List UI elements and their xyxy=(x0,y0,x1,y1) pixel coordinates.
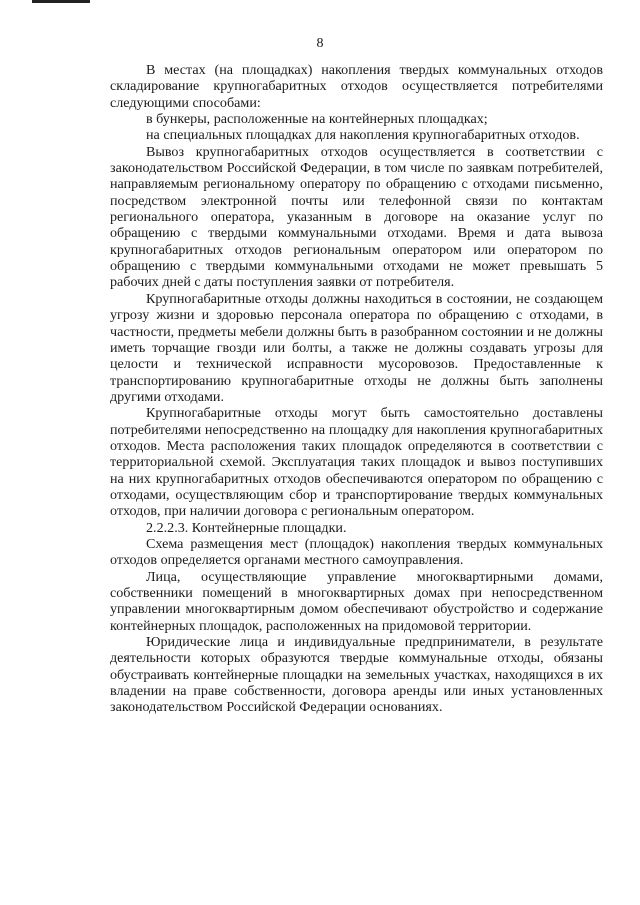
section-heading: 2.2.2.3. Контейнерные площадки. xyxy=(146,519,347,536)
paragraph: Юридические лица и индивидуальные предприниматели, в результате деятельности которых образуются твердые коммунальные отходы, обязаны обустраивать контейнерные площадки на земельных участках, находящихся в их владении на праве собственности, договора аренды или иных установленных законодательством Российской Федерации основаниях. xyxy=(110,634,603,716)
page-number: 8 xyxy=(316,36,324,51)
scan-edge-mark xyxy=(32,0,90,3)
paragraph: Крупногабаритные отходы должны находиться в состоянии, не создающем угрозу жизни и здоровью персонала оператора по обращению с отходами, в частности, предметы мебели должны быть в разобранном состоянии и не должны иметь торчащие гвозди или болты, а также не должны создавать угрозы для целости и технической исправности мусоровозов. Предоставленные к транспортированию крупногабаритные отходы не должны быть заполнены другими отходами. xyxy=(110,290,603,405)
paragraph: В местах (на площадках) накопления твердых коммунальных отходов складирование крупногабаритных отходов осуществляется потребителями следующими способами: xyxy=(110,62,603,111)
paragraph: на специальных площадках для накопления крупногабаритных отходов. xyxy=(146,127,580,144)
paragraph: Крупногабаритные отходы могут быть самостоятельно доставлены потребителями непосредственно на площадку для накопления крупногабаритных отходов. Места расположения таких площадок определяются в соответствии с территориальной схемой. Эксплуатация таких площадок и вывоз поступивших на них крупногабаритных отходов обеспечиваются оператором по обращению с отходами, осуществляющим сбор и транспортирование твердых коммунальных отходов, при наличии договора с региональным оператором. xyxy=(110,405,603,520)
paragraph: Лица, осуществляющие управление многоквартирными домами, собственники помещений в многоквартирных домах при непосредственном управлении многоквартирным домом обеспечивают обустройство и содержание контейнерных площадок, расположенных на придомовой территории. xyxy=(110,568,603,634)
paragraph: Схема размещения мест (площадок) накопления твердых коммунальных отходов определяется органами местного самоуправления. xyxy=(110,535,603,569)
document-body xyxy=(110,62,603,716)
paragraph: Вывоз крупногабаритных отходов осуществляется в соответствии с законодательством Российской Федерации, в том числе по заявкам потребителей, направляемым региональному оператору по обращению с отходами письменно, посредством электронной почты или телефонной связи по контактам регионального оператора, указанным в договоре на оказание услуг по обращению с твердыми коммунальными отходами. Время и дата вывоза крупногабаритных отходов региональным оператором или оператором по обращению с твердыми коммунальными отходами не может превышать 5 рабочих дней с даты поступления заявки от потребителя. xyxy=(110,143,603,291)
paragraph: в бункеры, расположенные на контейнерных площадках; xyxy=(146,111,488,128)
